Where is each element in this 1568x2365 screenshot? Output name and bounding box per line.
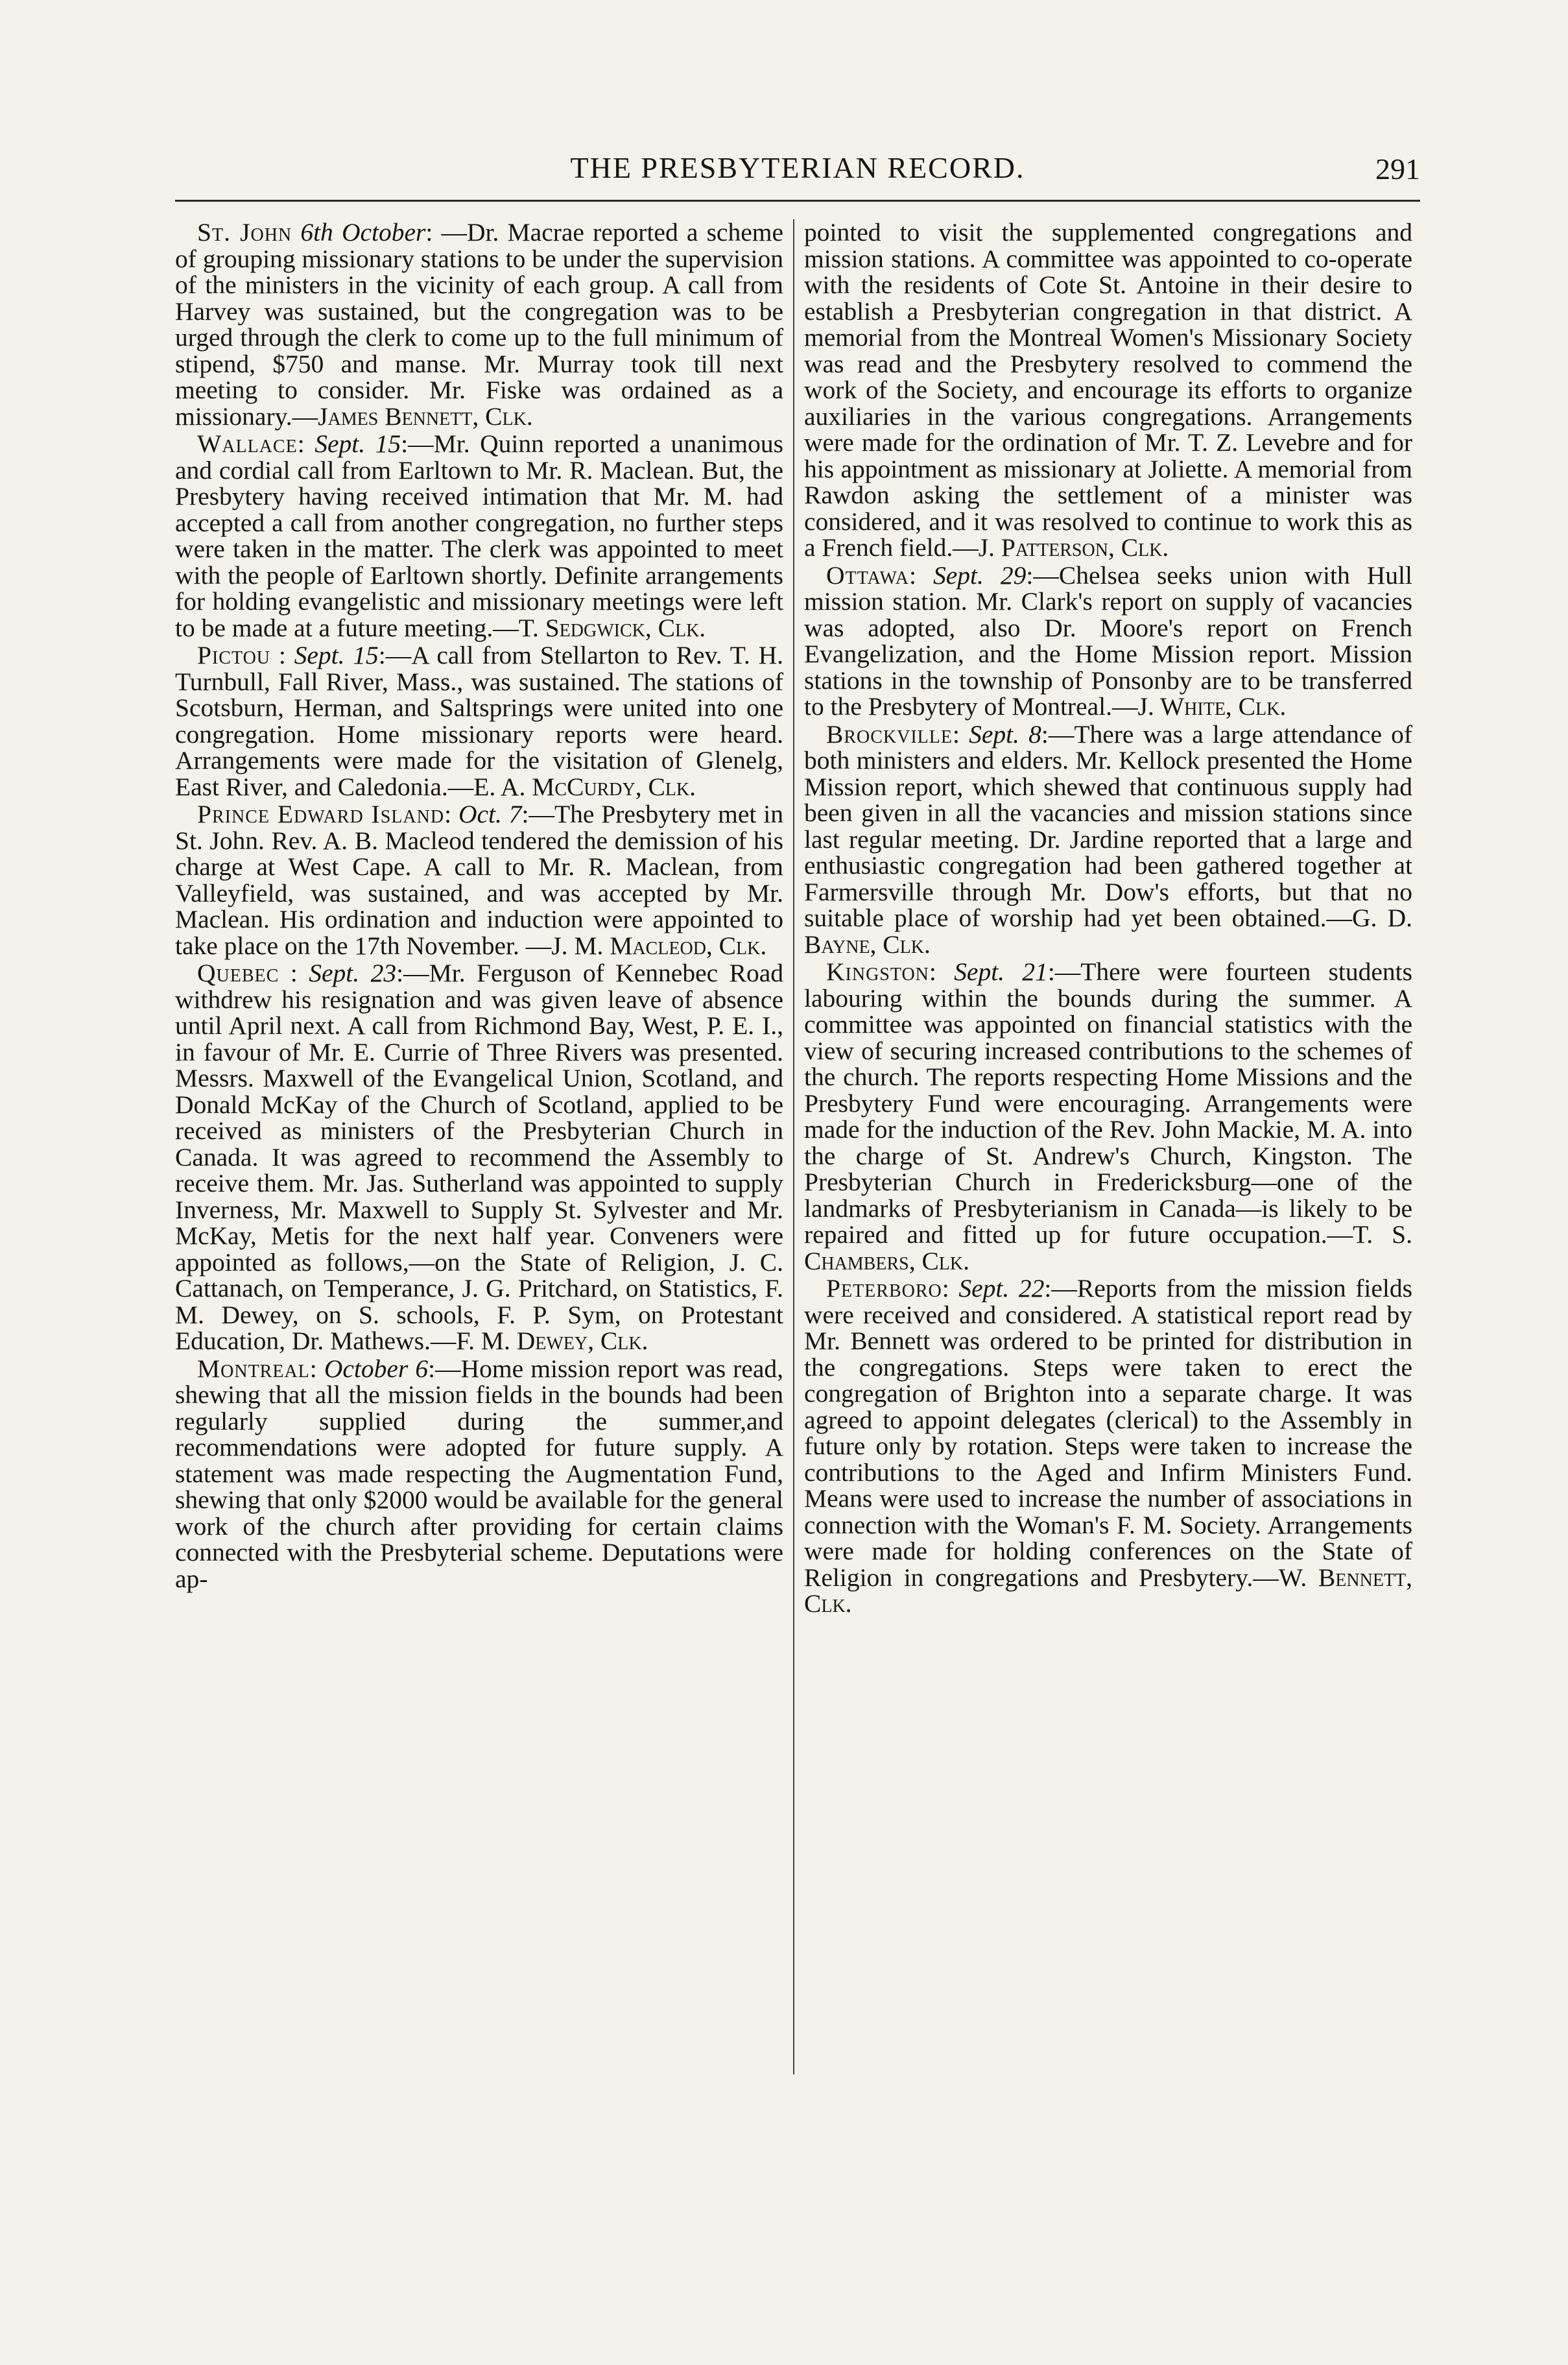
header-rule (175, 200, 1420, 202)
presbytery-report-brockville: Brockville: Sept. 8:—There was a large attendance of both ministers and elders. Mr. Kellock presented the Home Mission report, which shewed that continuous supply had been given in all the vacancies and mission stations since last regular meeting. Dr. Jardine reported that a large and enthusiastic congregation had been gathered together at Farmersville through Mr. Dow's efforts, but that no suitable place of worship had yet been obtained.—G. D. Bayne, Clk. (804, 719, 1413, 959)
page-number: 291 (1375, 152, 1420, 186)
presbytery-report-kingston: Kingston: Sept. 21:—There were fourteen students labouring within the bounds during the summer. A committee was appointed on financial statistics with the view of securing increased contributions to the schemes of the church. The reports respecting Home Missions and the Presbytery Fund were encouraging. Arrangements were made for the induction of the Rev. John Mackie, M. A. into the charge of St. Andrew's Church, Kingston. The Presbyterian Church in Fredericksburg—one of the landmarks of Presbyterianism in Canada—is likely to be repaired and fitted up for future occupation.—T. S. Chambers, Clk. (804, 957, 1412, 1275)
presbytery-report-prince-edward-island: Prince Edward Island: Oct. 7:—The Presbytery met in St. John. Rev. A. B. Macleod tendered the demission of his charge at West Cape. A call to Mr. R. Maclean, from Valleyfield, was sustained, and was accepted by Mr. Maclean. His ordination and induction were appointed to take place on the 17th November. —J. M. Macleod, Clk. (175, 800, 783, 960)
presbytery-report-quebec: Quebec : Sept. 23:—Mr. Ferguson of Kennebec Road withdrew his resignation and was given leave of absence until April next. A call from Richmond Bay, West, P. E. I., in favour of Mr. E. Currie of Three Rivers was presented. Messrs. Maxwell of the Evangelical Union, Scotland, and Donald McKay of the Church of Scotland, applied to be received as ministers of the Presbyterian Church in Canada. It was agreed to recommend the Assembly to receive them. Mr. Jas. Sutherland was appointed to supply Inverness, Mr. Maxwell to Supply St. Sylvester and Mr. McKay, Metis for the next half year. Conveners were appointed as follows,—on the State of Religion, J. C. Cattanach, on Temperance, J. G. Pritchard, on Statistics, F. M. Dewey, on S. schools, F. P. Sym, on Protestant Education, Dr. Mathews.—F. M. Dewey, Clk. (175, 959, 783, 1355)
presbytery-report-montreal: Montreal: October 6:—Home mission report was read, shewing that all the mission fields in the bounds had been regularly supplied during the summer,and recommendations were adopted for future supply. A statement was made respecting the Augmentation Fund, shewing that only $2000 would be available for the general work of the church after providing for certain claims connected with the Presbyterial scheme. Deputations were ap- (175, 1354, 784, 1593)
page-header (175, 150, 1420, 196)
presbytery-report-montreal-continued: pointed to visit the supplemented congregations and mission stations. A committee was appointed to co-operate with the residents of Cote St. Antoine in their desire to establish a Presbyterian congregation in that district. A memorial from the Montreal Women's Missionary Society was read and the Presbytery resolved to commend the work of the Society, and encourage its efforts to organize auxiliaries in the various congregations. Arrangements were made for the ordination of Mr. T. Z. Levebre and for his appointment as missionary at Joliette. A memorial from Rawdon asking the settlement of a minister was considered, and it was resolved to continue to work this as a French field.—J. Patterson, Clk. (804, 218, 1412, 562)
presbytery-report-ottawa: Ottawa: Sept. 29:—Chelsea seeks union with Hull mission station. Mr. Clark's report on supply of vacancies was adopted, also Dr. Moore's report on French Evangelization, and the Home Mission report. Mission stations in the township of Ponsonby are to be transferred to the Presbytery of Montreal.—J. White, Clk. (804, 560, 1412, 721)
column-divider (793, 219, 794, 2074)
presbytery-report-wallace: Wallace: Sept. 15:—Mr. Quinn reported a unanimous and cordial call from Earltown to Mr. R. Maclean. But, the Presbytery having received intimation that Mr. M. had accepted a call from another congregation, no further steps were taken in the matter. The clerk was appointed to meet with the people of Earltown shortly. Definite arrangements for holding evangelistic and missionary meetings were left to be made at a future meeting.—T. Sedgwick, Clk. (175, 429, 783, 642)
presbytery-report-st-john: St. John 6th October: —Dr. Macrae reported a scheme of grouping missionary stations to be under the supervision of the ministers in the vicinity of each group. A call from Harvey was sustained, but the congregation was to be urged through the clerk to come up to the full minimum of stipend, $750 and manse. Mr. Murray took till next meeting to consider. Mr. Fiske was ordained as a missionary.—James Bennett, Clk. (175, 218, 784, 431)
running-title: THE PRESBYTERIAN RECORD. (570, 151, 1025, 184)
right-column (804, 219, 1412, 1618)
left-column (175, 219, 783, 1593)
presbytery-report-pictou: Pictou : Sept. 15:—A call from Stellarton to Rev. T. H. Turnbull, Fall River, Mass., was sustained. The stations of Scotsburn, Herman, and Saltsprings were united into one congregation. Home missionary reports were heard. Arrangements were made for the visitation of Glenelg, East River, and Caledonia.—E. A. McCurdy, Clk. (175, 641, 783, 801)
presbytery-report-peterboro: Peterboro: Sept. 22:—Reports from the mission fields were received and considered. A statistical report read by Mr. Bennett was ordered to be printed for distribution in the congregations. Steps were taken to erect the congregation of Brighton into a separate charge. It was agreed to appoint delegates (clerical) to the Assembly in future only by rotation. Steps were taken to increase the contributions to the Aged and Infirm Ministers Fund. Means were used to increase the number of associations in connection with the Woman's F. M. Society. Arrangements were made for holding conferences on the State of Religion in congregations and Presbytery.—W. Bennett, Clk. (804, 1274, 1413, 1618)
